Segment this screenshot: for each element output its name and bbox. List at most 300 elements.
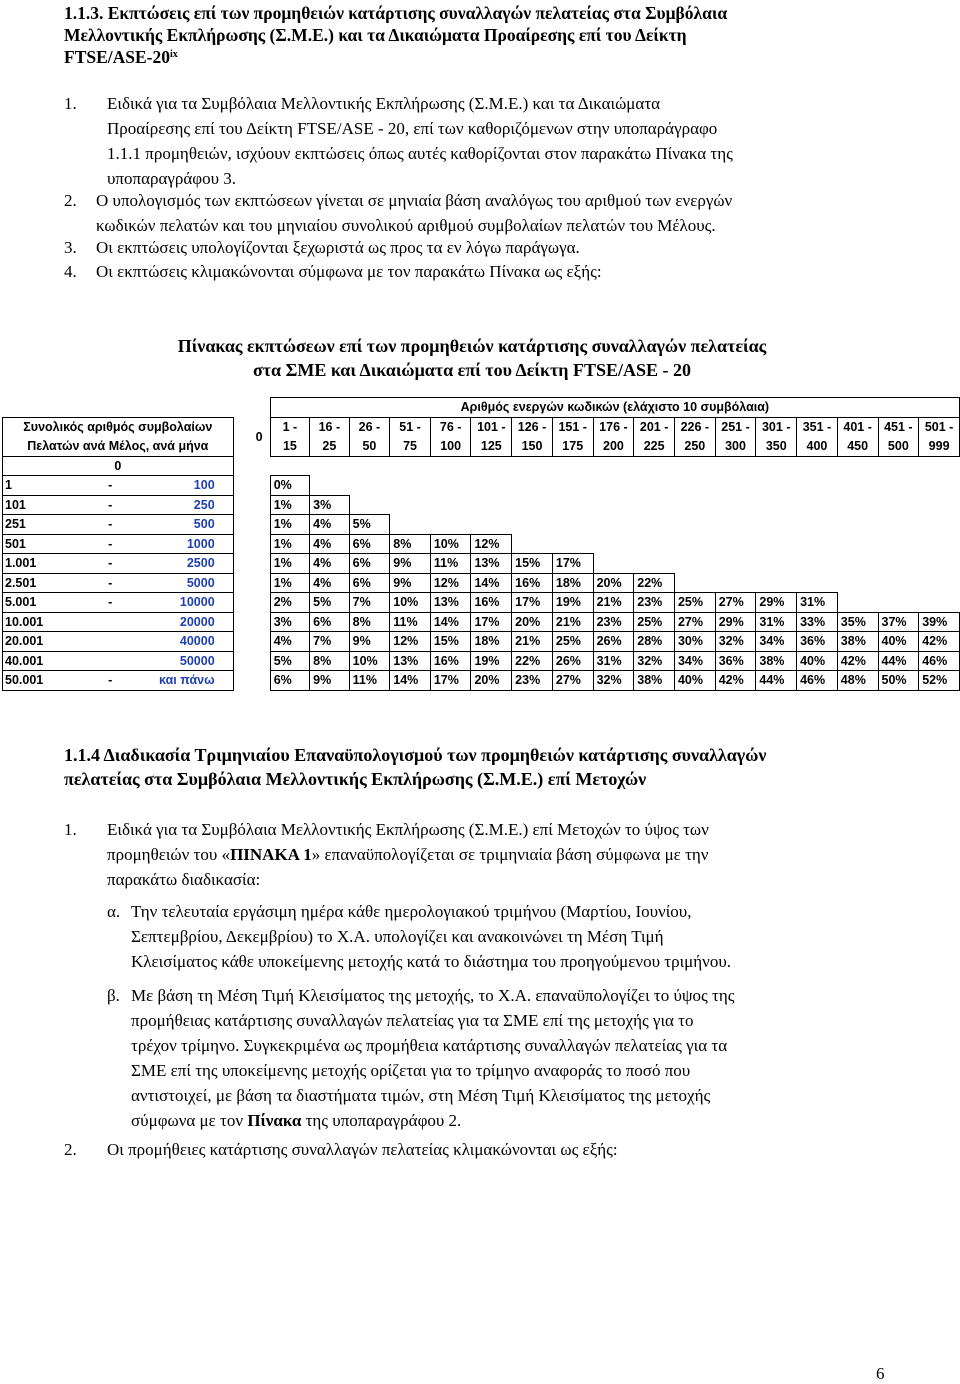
discount-cell: 4% bbox=[310, 534, 350, 554]
table-blank bbox=[797, 515, 838, 535]
table-blank bbox=[919, 554, 960, 574]
discount-cell: 48% bbox=[837, 671, 878, 691]
discount-cell: 32% bbox=[593, 671, 634, 691]
band-header-end: 500 bbox=[878, 437, 919, 457]
table-blank bbox=[878, 554, 919, 574]
subitem-letter: α. bbox=[107, 902, 121, 921]
range-low: 40.001 bbox=[3, 651, 101, 671]
discount-cell: 3% bbox=[310, 495, 350, 515]
discount-cell: 14% bbox=[390, 671, 431, 691]
table-blank bbox=[512, 476, 553, 496]
discount-cell: 46% bbox=[919, 651, 960, 671]
paragraph-line: Προαίρεσης επί του Δείκτη FTSE/ASE - 20, επί των καθοριζόμενων στην υποπαράγραφο bbox=[107, 119, 718, 138]
discount-cell: 21% bbox=[512, 632, 553, 652]
range-dash bbox=[101, 651, 120, 671]
discount-cell: 22% bbox=[512, 651, 553, 671]
table-blank bbox=[249, 632, 271, 652]
table-blank bbox=[919, 534, 960, 554]
item-paragraph: Οι προμήθειες κατάρτισης συναλλαγών πελατείας κλιμακώνονται ως εξής: bbox=[107, 1140, 618, 1159]
band-header-end: 50 bbox=[349, 437, 390, 457]
discount-cell: 1% bbox=[270, 515, 309, 535]
row-header-line: Πελατών ανά Μέλος, ανά μήνα bbox=[27, 438, 209, 453]
item-number: 1. bbox=[64, 94, 77, 113]
discount-cell: 4% bbox=[310, 573, 350, 593]
table-blank bbox=[837, 515, 878, 535]
item-number: 2. bbox=[64, 191, 77, 210]
discount-cell: 35% bbox=[837, 612, 878, 632]
section-114-heading bbox=[64, 743, 766, 791]
range-dash: - bbox=[101, 476, 120, 496]
range-high: 250 bbox=[120, 495, 234, 515]
table-blank bbox=[674, 515, 715, 535]
band-header-end: 25 bbox=[310, 437, 350, 457]
range-high: 1000 bbox=[120, 534, 234, 554]
discount-cell: 5% bbox=[349, 515, 390, 535]
table-blank bbox=[249, 398, 271, 418]
discount-cell: 26% bbox=[593, 632, 634, 652]
table-blank bbox=[837, 476, 878, 496]
discount-cell: 4% bbox=[310, 515, 350, 535]
item-number: 3. bbox=[64, 238, 77, 257]
discount-cell: 8% bbox=[349, 612, 390, 632]
discount-cell: 38% bbox=[837, 632, 878, 652]
band-header-end: 999 bbox=[919, 437, 960, 457]
table-blank bbox=[715, 495, 756, 515]
discount-cell: 19% bbox=[471, 651, 512, 671]
range-low: 2.501 bbox=[3, 573, 101, 593]
discount-cell: 31% bbox=[593, 651, 634, 671]
paragraph-line: Κλεισίματος κάθε υποκείμενης μετοχής κατά το διάστημα του προηγούμενου τριμήνου. bbox=[131, 952, 732, 971]
table-spacer bbox=[233, 651, 248, 671]
discount-cell: 38% bbox=[634, 671, 675, 691]
range-high: 50000 bbox=[120, 651, 234, 671]
band-header-start: 51 - bbox=[390, 417, 431, 437]
table-blank bbox=[634, 534, 675, 554]
discount-cell: 8% bbox=[390, 534, 431, 554]
discount-cell: 10% bbox=[349, 651, 390, 671]
discount-cell: 25% bbox=[552, 632, 593, 652]
table-blank bbox=[349, 495, 390, 515]
discount-cell: 42% bbox=[837, 651, 878, 671]
discount-cell: 15% bbox=[430, 632, 471, 652]
table-blank bbox=[249, 554, 271, 574]
table-blank bbox=[349, 476, 390, 496]
discount-cell: 20% bbox=[471, 671, 512, 691]
paragraph-line: Με βάση τη Μέση Τιμή Κλεισίματος της μετοχής, το Χ.Α. επαναϋπολογίζει το ύψος της bbox=[131, 986, 735, 1005]
paragraph-line: 1.1.1 προμηθειών, ισχύουν εκπτώσεις όπως αυτές καθορίζονται στον παρακάτω Πίνακα της bbox=[107, 144, 733, 163]
table-blank bbox=[593, 495, 634, 515]
subitem-paragraph bbox=[131, 983, 881, 1133]
table-blank bbox=[249, 476, 271, 496]
table-blank bbox=[249, 495, 271, 515]
range-dash: - bbox=[101, 515, 120, 535]
discount-cell: 36% bbox=[797, 632, 838, 652]
range-low: 20.001 bbox=[3, 632, 101, 652]
table-blank bbox=[878, 573, 919, 593]
table-blank bbox=[797, 476, 838, 496]
paragraph-line: ΣΜΕ επί της υποκείμενης μετοχής ορίζεται για το τρίμηνο αναφοράς το ποσό που bbox=[131, 1061, 691, 1080]
discount-cell: 10% bbox=[430, 534, 471, 554]
discount-cell: 9% bbox=[390, 554, 431, 574]
band-header-end: 450 bbox=[837, 437, 878, 457]
discount-cell: 29% bbox=[715, 612, 756, 632]
discount-cell: 32% bbox=[634, 651, 675, 671]
discount-cell: 31% bbox=[797, 593, 838, 613]
band-header-end: 125 bbox=[471, 437, 512, 457]
band-header-start: 101 - bbox=[471, 417, 512, 437]
discount-cell: 17% bbox=[471, 612, 512, 632]
band-header-start: 351 - bbox=[797, 417, 838, 437]
discount-cell: 26% bbox=[552, 651, 593, 671]
table-blank bbox=[552, 515, 593, 535]
table-blank bbox=[919, 495, 960, 515]
range-high: 10000 bbox=[120, 593, 234, 613]
item-paragraph bbox=[96, 188, 896, 238]
table-blank bbox=[674, 495, 715, 515]
discount-cell: 11% bbox=[349, 671, 390, 691]
discount-cell: 27% bbox=[674, 612, 715, 632]
table-blank bbox=[430, 495, 471, 515]
table-spacer bbox=[233, 573, 248, 593]
discount-cell: 9% bbox=[349, 632, 390, 652]
table-blank bbox=[471, 476, 512, 496]
item-number: 1. bbox=[64, 820, 77, 839]
table-blank bbox=[471, 515, 512, 535]
range-high: 2500 bbox=[120, 554, 234, 574]
table-blank bbox=[797, 573, 838, 593]
band-header-start: 76 - bbox=[430, 417, 471, 437]
band-header-end: 225 bbox=[634, 437, 675, 457]
discount-cell: 21% bbox=[552, 612, 593, 632]
table-spacer bbox=[233, 632, 248, 652]
table-blank bbox=[249, 651, 271, 671]
paragraph-line: Ειδικά για τα Συμβόλαια Μελλοντικής Εκπλήρωσης (Σ.Μ.Ε.) και τα Δικαιώματα bbox=[107, 94, 661, 113]
range-dash: - bbox=[101, 554, 120, 574]
discount-cell: 23% bbox=[634, 593, 675, 613]
discount-cell: 11% bbox=[390, 612, 431, 632]
heading-line: πελατείας στα Συμβόλαια Μελλοντικής Εκπλήρωσης (Σ.Μ.Ε.) επί Μετοχών bbox=[64, 769, 647, 789]
discount-cell: 20% bbox=[593, 573, 634, 593]
zero-column-header: 0 bbox=[255, 429, 263, 444]
row-header-line: Συνολικός αριθμός συμβολαίων bbox=[23, 419, 213, 434]
discount-cell: 6% bbox=[310, 612, 350, 632]
range-high: και πάνω bbox=[120, 671, 234, 691]
table-blank bbox=[919, 515, 960, 535]
discount-cell: 12% bbox=[390, 632, 431, 652]
table-blank bbox=[837, 554, 878, 574]
discount-cell: 13% bbox=[430, 593, 471, 613]
table-blank bbox=[674, 573, 715, 593]
range-low: 251 bbox=[3, 515, 101, 535]
discount-cell: 4% bbox=[310, 554, 350, 574]
table-corner bbox=[3, 398, 249, 418]
table-blank bbox=[715, 573, 756, 593]
discount-cell: 27% bbox=[715, 593, 756, 613]
table-blank bbox=[756, 573, 797, 593]
discount-cell: 3% bbox=[270, 612, 309, 632]
discount-cell: 23% bbox=[512, 671, 553, 691]
discount-cell: 25% bbox=[674, 593, 715, 613]
table-blank bbox=[797, 554, 838, 574]
table-blank bbox=[593, 476, 634, 496]
paragraph-line: υποπαραγράφου 3. bbox=[107, 169, 237, 188]
table-spacer bbox=[233, 593, 248, 613]
table-blank bbox=[756, 515, 797, 535]
discount-cell: 8% bbox=[310, 651, 350, 671]
band-header-start: 451 - bbox=[878, 417, 919, 437]
range-high: 20000 bbox=[120, 612, 234, 632]
table-blank bbox=[837, 495, 878, 515]
table-blank bbox=[593, 554, 634, 574]
table-blank bbox=[674, 554, 715, 574]
discount-cell: 2% bbox=[270, 593, 309, 613]
item-paragraph bbox=[107, 91, 895, 191]
band-header-start: 201 - bbox=[634, 417, 675, 437]
row-header bbox=[3, 417, 234, 456]
table-blank bbox=[310, 476, 350, 496]
table-blank bbox=[756, 495, 797, 515]
table-blank bbox=[878, 515, 919, 535]
item-number: 2. bbox=[64, 1140, 77, 1159]
band-header-start: 26 - bbox=[349, 417, 390, 437]
table-reference: ΠΙΝΑΚΑ 1 bbox=[230, 845, 312, 864]
table-blank bbox=[430, 476, 471, 496]
table-blank bbox=[919, 476, 960, 496]
band-header-end: 150 bbox=[512, 437, 553, 457]
table-blank bbox=[593, 534, 634, 554]
item-paragraph: Οι εκπτώσεις υπολογίζονται ξεχωριστά ως προς τα εν λόγω παράγωγα. bbox=[96, 238, 580, 257]
table-blank bbox=[233, 456, 959, 476]
zero-row-label: 0 bbox=[3, 456, 234, 476]
range-dash: - bbox=[101, 671, 120, 691]
table-blank bbox=[837, 593, 878, 613]
paragraph-line: αντιστοιχεί, με βάση τα διαστήματα τιμών, στη Μέση Τιμή Κλεισίματος της μετοχής bbox=[131, 1086, 711, 1105]
range-dash: - bbox=[101, 534, 120, 554]
table-blank bbox=[634, 554, 675, 574]
table-blank bbox=[715, 554, 756, 574]
discount-cell: 31% bbox=[756, 612, 797, 632]
band-header-end: 300 bbox=[715, 437, 756, 457]
discount-cell: 28% bbox=[634, 632, 675, 652]
table-blank bbox=[390, 476, 431, 496]
table-spacer bbox=[233, 612, 248, 632]
table-spacer bbox=[233, 476, 248, 496]
discount-cell: 13% bbox=[390, 651, 431, 671]
paragraph-line: σύμφωνα με τον Πίνακα της υποπαραγράφου 2. bbox=[131, 1111, 462, 1130]
discount-cell: 21% bbox=[593, 593, 634, 613]
range-low: 1 bbox=[3, 476, 101, 496]
discount-cell: 40% bbox=[674, 671, 715, 691]
table-row bbox=[3, 476, 960, 496]
table-blank bbox=[512, 534, 553, 554]
range-high: 500 bbox=[120, 515, 234, 535]
table-blank bbox=[878, 495, 919, 515]
discount-cell: 7% bbox=[310, 632, 350, 652]
table-blank bbox=[552, 495, 593, 515]
table-spacer bbox=[233, 495, 248, 515]
table-spacer bbox=[233, 417, 248, 456]
table-blank bbox=[471, 495, 512, 515]
discount-cell: 42% bbox=[919, 632, 960, 652]
paragraph-line: Σεπτεμβρίου, Δεκεμβρίου) το Χ.Α. υπολογίζει και ανακοινώνει τη Μέση Τιμή bbox=[131, 927, 664, 946]
table-blank bbox=[878, 593, 919, 613]
discount-cell: 17% bbox=[512, 593, 553, 613]
table-blank bbox=[715, 515, 756, 535]
paragraph-line: τρέχον τρίμηνο. Συγκεκριμένα ως προμήθεια κατάρτισης συναλλαγών πελατείας για τα bbox=[131, 1036, 728, 1055]
table-blank bbox=[249, 593, 271, 613]
discount-cell: 16% bbox=[430, 651, 471, 671]
table-header-row bbox=[3, 398, 960, 418]
table-blank bbox=[756, 554, 797, 574]
discount-cell: 30% bbox=[674, 632, 715, 652]
discount-cell: 14% bbox=[430, 612, 471, 632]
discount-cell: 7% bbox=[349, 593, 390, 613]
discount-cell: 12% bbox=[471, 534, 512, 554]
discount-table bbox=[2, 397, 960, 691]
discount-cell: 1% bbox=[270, 554, 309, 574]
discount-cell: 17% bbox=[552, 554, 593, 574]
discount-cell: 34% bbox=[674, 651, 715, 671]
band-header-start: 176 - bbox=[593, 417, 634, 437]
table-band-row bbox=[3, 417, 960, 437]
discount-cell: 39% bbox=[919, 612, 960, 632]
table-blank bbox=[837, 573, 878, 593]
discount-cell: 9% bbox=[390, 573, 431, 593]
band-header-end: 75 bbox=[390, 437, 431, 457]
band-header-end: 350 bbox=[756, 437, 797, 457]
band-header-end: 250 bbox=[674, 437, 715, 457]
band-header-start: 501 - bbox=[919, 417, 960, 437]
band-header-start: 151 - bbox=[552, 417, 593, 437]
range-low: 10.001 bbox=[3, 612, 101, 632]
section-113-heading bbox=[64, 2, 727, 68]
table-blank bbox=[919, 593, 960, 613]
band-header-end: 200 bbox=[593, 437, 634, 457]
table-blank bbox=[634, 495, 675, 515]
table-blank bbox=[634, 515, 675, 535]
table-row bbox=[3, 612, 960, 632]
band-header-end: 100 bbox=[430, 437, 471, 457]
table-blank bbox=[797, 534, 838, 554]
band-header-start: 1 - bbox=[270, 417, 309, 437]
paragraph-line: Την τελευταία εργάσιμη ημέρα κάθε ημερολογιακού τριμήνου (Μαρτίου, Ιουνίου, bbox=[131, 902, 692, 921]
table-row bbox=[3, 534, 960, 554]
item-paragraph: Οι εκπτώσεις κλιμακώνονται σύμφωνα με τον παρακάτω Πίνακα ως εξής: bbox=[96, 262, 602, 281]
table-blank bbox=[674, 534, 715, 554]
discount-cell: 46% bbox=[797, 671, 838, 691]
discount-cell: 6% bbox=[349, 573, 390, 593]
discount-cell: 22% bbox=[634, 573, 675, 593]
table-blank bbox=[878, 534, 919, 554]
table-reference: Πίνακα bbox=[247, 1111, 302, 1130]
band-header-end: 15 bbox=[270, 437, 309, 457]
table-blank bbox=[249, 515, 271, 535]
range-dash: - bbox=[101, 495, 120, 515]
table-blank bbox=[878, 476, 919, 496]
discount-cell: 23% bbox=[593, 612, 634, 632]
band-header-start: 16 - bbox=[310, 417, 350, 437]
subitem-letter: β. bbox=[107, 986, 120, 1005]
range-low: 1.001 bbox=[3, 554, 101, 574]
discount-cell: 40% bbox=[878, 632, 919, 652]
discount-cell: 34% bbox=[756, 632, 797, 652]
table-blank bbox=[249, 671, 271, 691]
discount-cell: 15% bbox=[512, 554, 553, 574]
table-blank bbox=[919, 573, 960, 593]
discount-cell: 42% bbox=[715, 671, 756, 691]
discount-cell: 0% bbox=[270, 476, 309, 496]
discount-cell: 13% bbox=[471, 554, 512, 574]
discount-cell: 18% bbox=[552, 573, 593, 593]
page-number: 6 bbox=[876, 1364, 885, 1383]
discount-cell: 44% bbox=[756, 671, 797, 691]
discount-cell: 44% bbox=[878, 651, 919, 671]
discount-cell: 25% bbox=[634, 612, 675, 632]
range-dash bbox=[101, 612, 120, 632]
subitem-paragraph bbox=[131, 899, 881, 974]
discount-cell: 1% bbox=[270, 534, 309, 554]
table-blank bbox=[249, 612, 271, 632]
table-blank bbox=[715, 476, 756, 496]
discount-cell: 16% bbox=[512, 573, 553, 593]
heading-line: 1.1.4 Διαδικασία Τριμηνιαίου Επαναϋπολογισμού των προμηθειών κατάρτισης συναλλαγών bbox=[64, 745, 767, 765]
discount-cell: 16% bbox=[471, 593, 512, 613]
discount-cell: 37% bbox=[878, 612, 919, 632]
discount-cell: 19% bbox=[552, 593, 593, 613]
table-row bbox=[3, 651, 960, 671]
discount-cell: 6% bbox=[349, 554, 390, 574]
discount-cell: 32% bbox=[715, 632, 756, 652]
discount-cell: 27% bbox=[552, 671, 593, 691]
table-blank bbox=[674, 476, 715, 496]
active-codes-header: Αριθμός ενεργών κωδικών (ελάχιστο 10 συμβόλαια) bbox=[270, 398, 959, 418]
range-low: 101 bbox=[3, 495, 101, 515]
range-high: 40000 bbox=[120, 632, 234, 652]
discount-cell: 52% bbox=[919, 671, 960, 691]
discount-cell: 4% bbox=[270, 632, 309, 652]
paragraph-line: κωδικών πελατών και του μηνιαίου συνολικού αριθμού συμβολαίων πελατών του Μέλους. bbox=[96, 216, 716, 235]
table-row bbox=[3, 456, 960, 476]
table-blank bbox=[249, 534, 271, 554]
paragraph-line: Ο υπολογισμός των εκπτώσεων γίνεται σε μηνιαία βάση αναλόγως του αριθμού των ενεργών bbox=[96, 191, 733, 210]
discount-cell: 36% bbox=[715, 651, 756, 671]
discount-cell: 1% bbox=[270, 573, 309, 593]
discount-cell: 20% bbox=[512, 612, 553, 632]
footnote-mark: ix bbox=[170, 49, 178, 60]
discount-cell: 14% bbox=[471, 573, 512, 593]
table-row bbox=[3, 554, 960, 574]
heading-line: FTSE/ASE-20$^{ix}$ bbox=[64, 47, 178, 67]
table-blank bbox=[512, 515, 553, 535]
range-high: 5000 bbox=[120, 573, 234, 593]
item-paragraph bbox=[107, 817, 881, 892]
discount-cell: 9% bbox=[310, 671, 350, 691]
range-low: 5.001 bbox=[3, 593, 101, 613]
discount-cell: 17% bbox=[430, 671, 471, 691]
paragraph-line: παρακάτω διαδικασία: bbox=[107, 870, 261, 889]
table-spacer bbox=[233, 534, 248, 554]
table-blank bbox=[837, 534, 878, 554]
table-row bbox=[3, 593, 960, 613]
table-blank bbox=[430, 515, 471, 535]
heading-line: 1.1.3. Εκπτώσεις επί των προμηθειών κατάρτισης συναλλαγών πελατείας στα Συμβόλαια bbox=[64, 3, 728, 23]
table-row bbox=[3, 495, 960, 515]
range-low: 50.001 bbox=[3, 671, 101, 691]
table-blank bbox=[552, 534, 593, 554]
table-blank bbox=[715, 534, 756, 554]
table-blank bbox=[797, 495, 838, 515]
range-dash: - bbox=[101, 573, 120, 593]
